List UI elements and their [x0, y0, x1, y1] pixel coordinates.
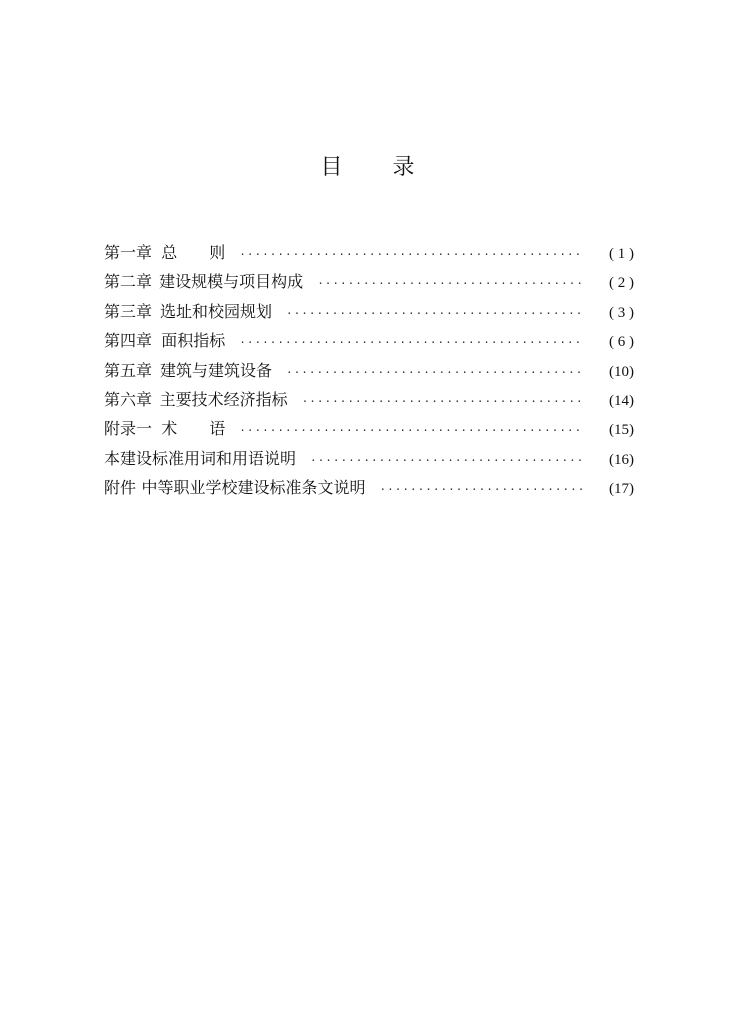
toc-leader-dots [286, 307, 584, 320]
toc-chapter-label: 第四章 [104, 331, 153, 351]
toc-page-number: (16) [609, 451, 634, 468]
toc-page-number: ( 2 ) [609, 275, 634, 292]
toc-chapter-label: 第六章 [104, 389, 153, 409]
toc-leader-dots [310, 454, 584, 467]
title-char-1: 目 [320, 155, 343, 180]
toc-entry-1[interactable] [104, 240, 634, 269]
toc-entry-8[interactable] [104, 446, 634, 475]
toc-entry-4[interactable] [104, 328, 634, 357]
toc-entry-title: 选址和校园规划 [160, 301, 273, 321]
toc-entry-5[interactable] [104, 358, 634, 387]
toc-page-number: (14) [609, 392, 634, 409]
toc-page-number: (10) [609, 363, 634, 380]
toc-entry-3[interactable] [104, 299, 634, 328]
toc-entry-7[interactable] [104, 416, 634, 445]
toc-page-number: ( 1 ) [609, 246, 634, 262]
toc-leader-dots [239, 336, 584, 349]
toc-page-number: (15) [609, 422, 634, 439]
toc-entry-title: 建筑与建筑设备 [160, 360, 273, 380]
toc-entry-title: 中等职业学校建设标准条文说明 [141, 478, 366, 498]
toc-chapter-label: 第三章 [104, 301, 153, 321]
toc-entry-6[interactable] [104, 387, 634, 416]
toc-chapter-label: 第二章 [104, 272, 153, 292]
toc-chapter-label: 第一章 [104, 243, 153, 262]
toc-chapter-label: 附件 [104, 478, 137, 498]
toc-leader-dots [286, 366, 584, 379]
toc-entry-title: 术 语 [161, 419, 226, 439]
toc-leader-dots [239, 424, 584, 437]
toc-entry-title: 本建设标准用词和用语说明 [104, 448, 297, 468]
toc-entry-9[interactable] [104, 475, 634, 504]
toc-leader-dots [239, 248, 584, 261]
toc-entry-title: 总 则 [161, 243, 226, 262]
toc-leader-dots [302, 395, 584, 408]
toc-page-number: ( 6 ) [609, 334, 634, 351]
toc-entry-title: 建设规模与项目构成 [159, 272, 304, 292]
toc-chapter-label: 附录一 [104, 419, 153, 439]
toc-page-number: ( 3 ) [609, 304, 634, 321]
toc-chapter-label: 第五章 [104, 360, 153, 380]
toc-entry-2[interactable] [104, 269, 634, 298]
toc-leader-dots [380, 483, 584, 496]
title-char-2: 录 [392, 155, 415, 180]
page-title [0, 150, 735, 181]
table-of-contents [104, 240, 634, 505]
toc-page-number: (17) [609, 481, 634, 498]
toc-entry-title: 主要技术经济指标 [159, 389, 288, 409]
toc-leader-dots [317, 277, 584, 290]
toc-entry-title: 面积指标 [161, 331, 226, 351]
